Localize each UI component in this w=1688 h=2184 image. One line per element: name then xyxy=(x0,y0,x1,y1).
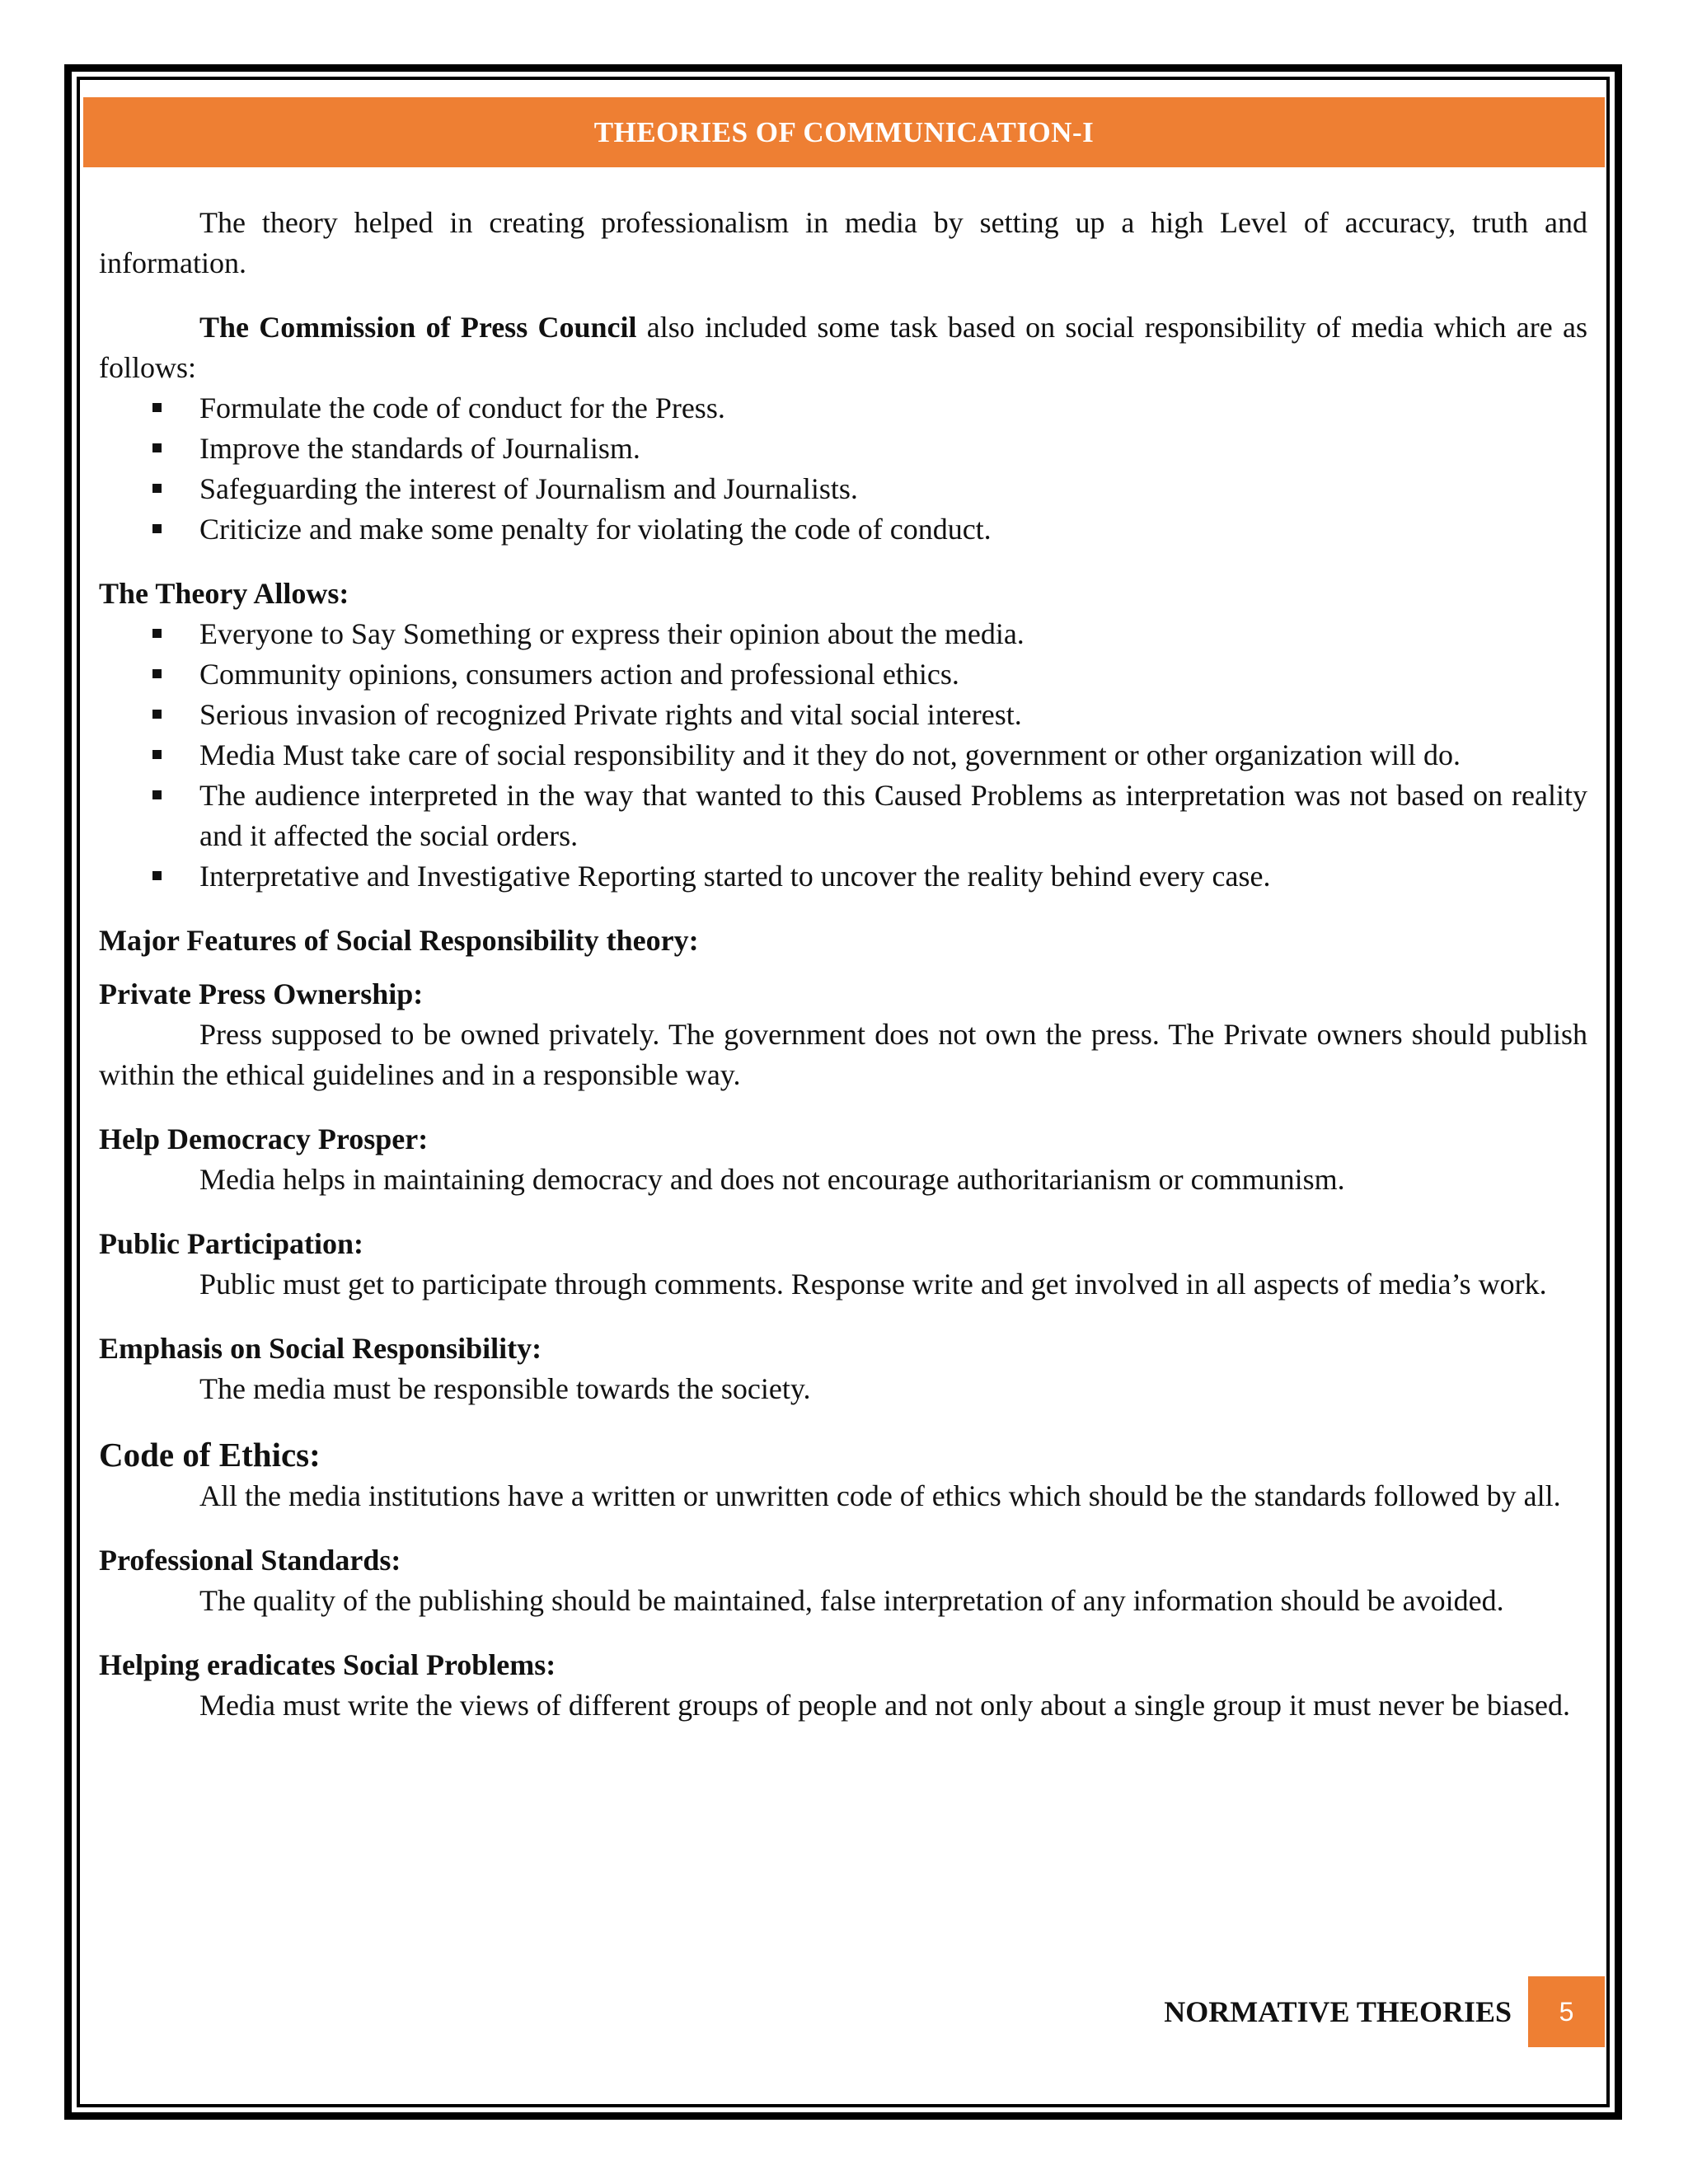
page-header-title: THEORIES OF COMMUNICATION-I xyxy=(593,115,1095,148)
section-heading: Help Democracy Prosper: xyxy=(99,1122,429,1155)
commission-task-list xyxy=(99,388,1587,550)
list-item: Everyone to Say Something or express their opinion about the media. xyxy=(99,614,1587,654)
section-heading: Code of Ethics: xyxy=(99,1436,321,1474)
list-item: The audience interpreted in the way that wanted to this Caused Problems as interpretation was not based on reality and it affected the social orders. xyxy=(99,776,1587,856)
list-item: Media Must take care of social responsibility and it they do not, government or other organization will do. xyxy=(99,735,1587,776)
page-header-banner xyxy=(83,97,1605,167)
section-heading: Professional Standards: xyxy=(99,1544,401,1577)
section-heading: Public Participation: xyxy=(99,1227,363,1260)
page-footer xyxy=(1164,1976,1605,2047)
list-item: Interpretative and Investigative Reporting started to uncover the reality behind every case. xyxy=(99,856,1587,897)
section-text: Press supposed to be owned privately. The government does not own the press. The Private owners should publish within the ethical guidelines and in a responsible way. xyxy=(99,1018,1587,1091)
list-item: Community opinions, consumers action and professional ethics. xyxy=(99,654,1587,695)
page-content xyxy=(99,203,1587,1726)
footer-label: NORMATIVE THEORIES xyxy=(1164,1995,1512,2028)
commission-paragraph xyxy=(99,307,1587,388)
theory-allows-heading: The Theory Allows: xyxy=(99,577,349,610)
list-item: Safeguarding the interest of Journalism and Journalists. xyxy=(99,469,1587,509)
section-text: The media must be responsible towards the society. xyxy=(199,1372,811,1405)
list-item: Criticize and make some penalty for violating the code of conduct. xyxy=(99,509,1587,550)
section-text: The quality of the publishing should be maintained, false interpretation of any information should be avoided. xyxy=(199,1584,1504,1617)
section-text: Media must write the views of different groups of people and not only about a single group it must never be biased. xyxy=(199,1689,1570,1722)
commission-title: The Commission of Press Council xyxy=(199,311,637,344)
section-text: All the media institutions have a written or unwritten code of ethics which should be the standards followed by all. xyxy=(199,1479,1561,1512)
list-item: Formulate the code of conduct for the Press. xyxy=(99,388,1587,429)
major-features-heading: Major Features of Social Responsibility theory: xyxy=(99,924,699,957)
section-text: Media helps in maintaining democracy and does not encourage authoritarianism or communism. xyxy=(199,1163,1345,1196)
section-text: Public must get to participate through comments. Response write and get involved in all aspects of media’s work. xyxy=(199,1268,1547,1301)
commission-description: also included some task based on social responsibility of media which are as follows: xyxy=(99,311,1587,384)
section-heading: Private Press Ownership: xyxy=(99,977,424,1010)
section-heading: Emphasis on Social Responsibility: xyxy=(99,1332,542,1365)
list-item: Serious invasion of recognized Private rights and vital social interest. xyxy=(99,695,1587,735)
section-heading: Helping eradicates Social Problems: xyxy=(99,1648,556,1681)
page-number: 5 xyxy=(1528,1976,1605,2047)
intro-paragraph: The theory helped in creating professionalism in media by setting up a high Level of accuracy, truth and information. xyxy=(99,206,1587,279)
theory-allows-list xyxy=(99,614,1587,897)
list-item: Improve the standards of Journalism. xyxy=(99,429,1587,469)
